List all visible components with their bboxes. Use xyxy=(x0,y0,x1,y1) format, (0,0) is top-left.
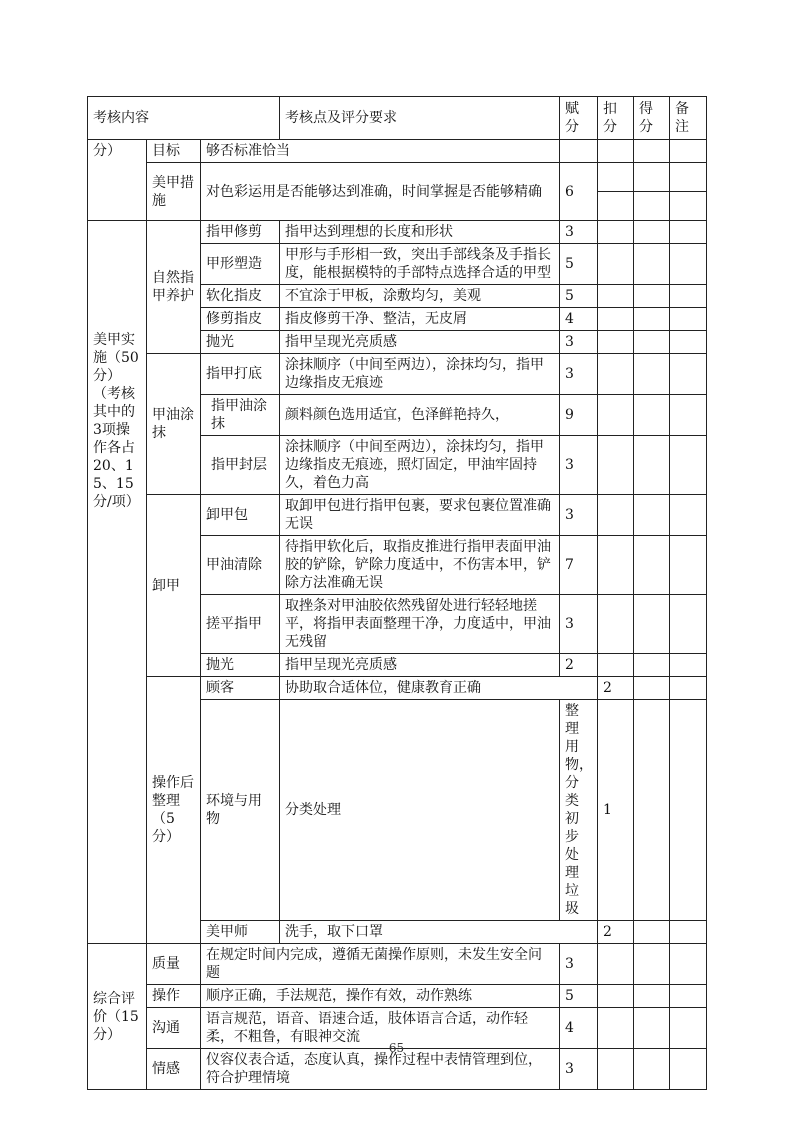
deduct-cell xyxy=(598,595,634,654)
gain-cell xyxy=(634,495,670,536)
item-label: 卸甲包 xyxy=(201,495,280,536)
gain-cell xyxy=(634,354,670,395)
table-row xyxy=(88,495,707,536)
requirement: 洗手，取下口罩 xyxy=(280,921,598,944)
subsection: 顾客 xyxy=(201,677,280,700)
table-row xyxy=(88,354,707,395)
gain-cell xyxy=(634,163,670,192)
score-cell: 2 xyxy=(560,654,598,677)
requirement: 顺序正确，手法规范，操作有效，动作熟练 xyxy=(201,985,560,1008)
requirement: 甲形与手形相一致，突出手部线条及手指长度，能根据模特的手部特点选择合适的甲型 xyxy=(280,244,560,285)
item-label: 分类处理 xyxy=(280,700,560,921)
section-label: 操作后整理（5分） xyxy=(147,677,201,944)
gain-cell xyxy=(634,654,670,677)
requirement: 指甲呈现光亮质感 xyxy=(280,654,560,677)
item-label: 抛光 xyxy=(201,331,280,354)
table-row xyxy=(88,677,707,700)
score-cell xyxy=(560,140,598,163)
group-label: 自然指甲养护 xyxy=(147,221,201,354)
requirement: 在规定时间内完成，遵循无菌操作原则，未发生安全问题 xyxy=(201,944,560,985)
header-assign: 赋分 xyxy=(560,97,598,140)
remark-cell xyxy=(670,985,707,1008)
remark-cell xyxy=(670,308,707,331)
requirement: 对色彩运用是否能够达到准确，时间掌握是否能够精确 xyxy=(201,163,560,221)
requirement: 取挫条对甲油胶依然残留处进行轻轻地搓平，将指甲表面整理干净，力度适中，甲油无残留 xyxy=(280,595,560,654)
item-label: 搓平指甲 xyxy=(201,595,280,654)
deduct-cell xyxy=(598,536,634,595)
subsection: 环境与用物 xyxy=(201,700,280,921)
deduct-cell xyxy=(598,944,634,985)
score-cell: 5 xyxy=(560,244,598,285)
deduct-cell xyxy=(598,654,634,677)
deduct-cell xyxy=(598,244,634,285)
score-cell: 5 xyxy=(560,985,598,1008)
remark-cell xyxy=(670,140,707,163)
score-cell: 3 xyxy=(560,436,598,495)
requirement: 涂抹顺序（中间至两边），涂抹均匀，指甲边缘指皮无痕迹，照灯固定，甲油牢固持久，着色力高 xyxy=(280,436,560,495)
deduct-cell xyxy=(598,495,634,536)
remark-cell xyxy=(670,595,707,654)
gain-cell xyxy=(634,944,670,985)
remark-cell xyxy=(670,395,707,436)
score-cell: 4 xyxy=(560,1008,598,1049)
remark-cell xyxy=(670,331,707,354)
deduct-cell xyxy=(598,285,634,308)
deduct-cell xyxy=(598,395,634,436)
requirement: 指皮修剪干净、整洁，无皮屑 xyxy=(280,308,560,331)
assessment-table xyxy=(87,96,707,1090)
score-cell: 3 xyxy=(560,354,598,395)
item-label: 甲油清除 xyxy=(201,536,280,595)
subsection: 美甲师 xyxy=(201,921,280,944)
section-label: 美甲实施（50分）（考核其中的3项操作各占20、15、15分/项） xyxy=(88,221,147,944)
score-cell: 3 xyxy=(560,331,598,354)
gain-cell xyxy=(634,192,670,221)
header-remark: 备注 xyxy=(670,97,707,140)
remark-cell xyxy=(670,536,707,595)
score-cell: 6 xyxy=(560,163,598,221)
gain-cell xyxy=(634,308,670,331)
score-cell: 4 xyxy=(560,308,598,331)
score-cell: 2 xyxy=(598,677,634,700)
remark-cell xyxy=(670,354,707,395)
score-cell: 5 xyxy=(560,285,598,308)
header-content: 考核内容 xyxy=(88,97,280,140)
remark-cell xyxy=(670,495,707,536)
gain-cell xyxy=(634,985,670,1008)
score-cell: 3 xyxy=(560,595,598,654)
remark-cell xyxy=(670,436,707,495)
deduct-cell xyxy=(598,354,634,395)
requirement: 待指甲软化后，取指皮推进行指甲表面甲油胶的铲除，铲除力度适中，不伤害本甲，铲除方法准确无误 xyxy=(280,536,560,595)
deduct-cell xyxy=(598,985,634,1008)
item-label: 指甲修剪 xyxy=(201,221,280,244)
gain-cell xyxy=(634,436,670,495)
deduct-cell xyxy=(598,221,634,244)
item-label: 指甲油涂抹 xyxy=(201,395,280,436)
section-label: 综合评价（15分） xyxy=(88,944,147,1090)
requirement: 仪容仪表合适，态度认真，操作过程中表情管理到位，符合护理情境 xyxy=(201,1049,560,1090)
deduct-cell xyxy=(598,140,634,163)
requirement: 指甲呈现光亮质感 xyxy=(280,331,560,354)
item-label: 甲形塑造 xyxy=(201,244,280,285)
deduct-cell xyxy=(598,436,634,495)
table-row xyxy=(88,163,707,192)
gain-cell xyxy=(634,395,670,436)
remark-cell xyxy=(670,244,707,285)
header-row xyxy=(88,97,707,140)
table-row xyxy=(88,985,707,1008)
score-cell: 3 xyxy=(560,1049,598,1090)
requirement: 够否标准恰当 xyxy=(201,140,560,163)
gain-cell xyxy=(634,244,670,285)
subsection: 美甲措施 xyxy=(147,163,201,221)
header-points: 考核点及评分要求 xyxy=(280,97,560,140)
group-label: 甲油涂抹 xyxy=(147,354,201,495)
requirement: 指甲达到理想的长度和形状 xyxy=(280,221,560,244)
item-label: 指甲封层 xyxy=(201,436,280,495)
requirement: 不宜涂于甲板，涂敷均匀，美观 xyxy=(280,285,560,308)
table-row xyxy=(88,221,707,244)
remark-cell xyxy=(670,654,707,677)
requirement: 取卸甲包进行指甲包裹，要求包裹位置准确无误 xyxy=(280,495,560,536)
gain-cell xyxy=(634,221,670,244)
subsection: 目标 xyxy=(147,140,201,163)
remark-cell xyxy=(670,221,707,244)
score-cell: 1 xyxy=(598,700,634,921)
subsection: 质量 xyxy=(147,944,201,985)
remark-cell xyxy=(670,285,707,308)
table-row xyxy=(88,140,707,163)
score-cell: 9 xyxy=(560,395,598,436)
item-label: 抛光 xyxy=(201,654,280,677)
subsection: 操作 xyxy=(147,985,201,1008)
group-label: 卸甲 xyxy=(147,495,201,677)
gain-cell xyxy=(670,921,707,944)
table-row xyxy=(88,944,707,985)
header-deduct: 扣分 xyxy=(598,97,634,140)
item-label: 修剪指皮 xyxy=(201,308,280,331)
remark-cell xyxy=(670,192,707,221)
subsection: 沟通 xyxy=(147,1008,201,1049)
deduct-cell xyxy=(598,192,634,221)
gain-cell xyxy=(634,595,670,654)
score-cell: 3 xyxy=(560,495,598,536)
requirement: 涂抹顺序（中间至两边），涂抹均匀，指甲边缘指皮无痕迹 xyxy=(280,354,560,395)
subsection: 情感 xyxy=(147,1049,201,1090)
score-cell: 7 xyxy=(560,536,598,595)
gain-cell xyxy=(634,536,670,595)
gain-cell xyxy=(634,285,670,308)
deduct-cell xyxy=(598,308,634,331)
deduct-cell xyxy=(634,677,670,700)
item-label: 指甲打底 xyxy=(201,354,280,395)
page-number: 65 xyxy=(388,1041,405,1055)
score-cell: 2 xyxy=(598,921,634,944)
requirement: 协助取合适体位，健康教育正确 xyxy=(280,677,598,700)
remark-cell xyxy=(670,944,707,985)
deduct-cell xyxy=(634,700,670,921)
requirement: 语言规范，语音、语速合适，肢体语言合适，动作轻柔，不粗鲁，有眼神交流 xyxy=(201,1008,560,1049)
score-cell: 3 xyxy=(560,221,598,244)
remark-cell xyxy=(670,163,707,192)
deduct-cell xyxy=(598,163,634,192)
gain-cell xyxy=(634,140,670,163)
gain-cell xyxy=(634,331,670,354)
requirement: 颜料颜色选用适宜，色泽鲜艳持久， xyxy=(280,395,560,436)
score-cell: 3 xyxy=(560,944,598,985)
deduct-cell xyxy=(598,331,634,354)
gain-cell xyxy=(670,677,707,700)
deduct-cell xyxy=(634,921,670,944)
item-label: 软化指皮 xyxy=(201,285,280,308)
requirement: 整理用物，分类初步处理垃圾 xyxy=(560,700,598,921)
gain-cell xyxy=(670,700,707,921)
header-gain: 得分 xyxy=(634,97,670,140)
section-continued: 分） xyxy=(88,140,147,221)
